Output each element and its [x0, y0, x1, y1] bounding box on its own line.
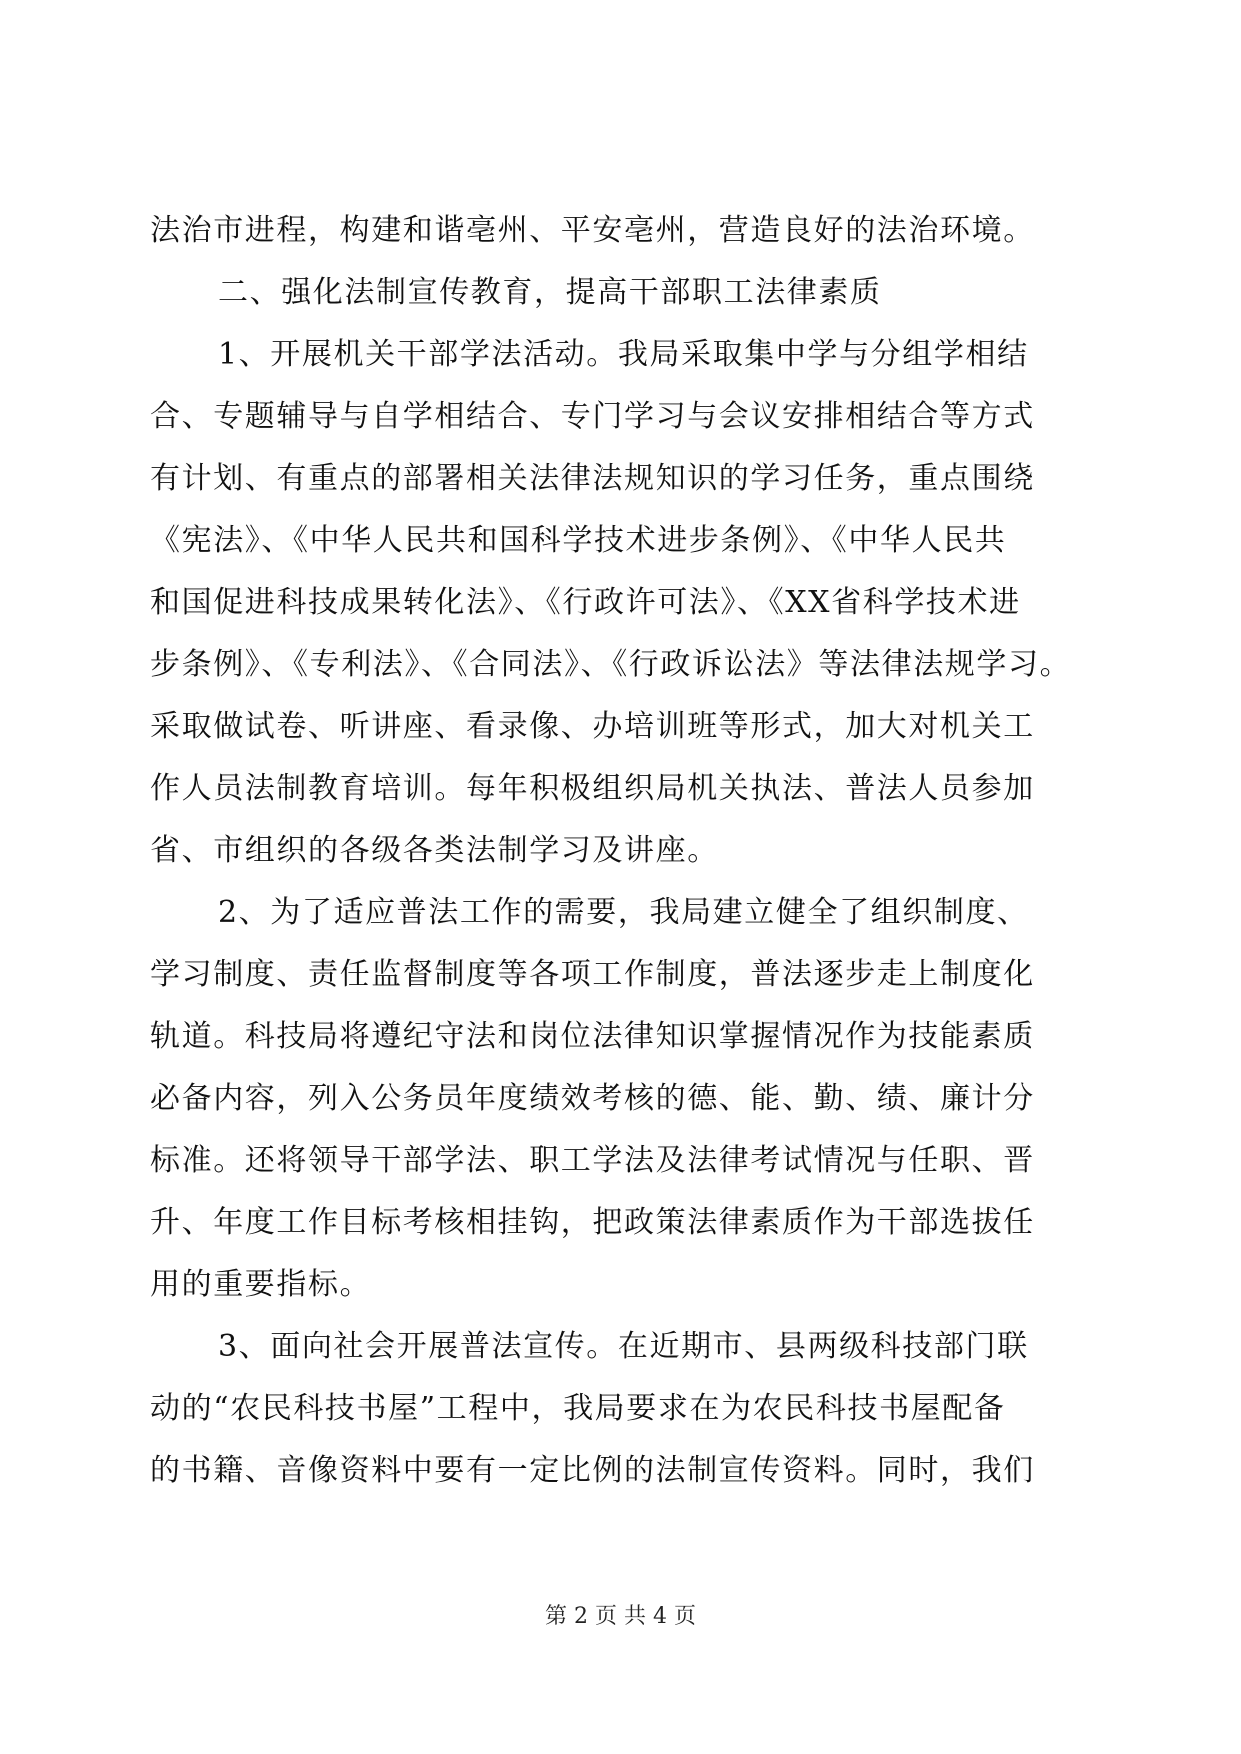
page-number-footer: 第 2 页 共 4 页 [545, 1604, 696, 1629]
text-line: 省、市组织的各级各类法制学习及讲座。 [150, 833, 719, 868]
text-line: 的书籍、音像资料中要有一定比例的法制宣传资料。同时，我们 [150, 1453, 1035, 1488]
text-line: 合、专题辅导与自学相结合、专门学习与会议安排相结合等方式 [150, 399, 1035, 434]
body-text [150, 200, 1095, 1502]
text-line: 标准。还将领导干部学法、职工学法及法律考试情况与任职、晋 [150, 1143, 1035, 1178]
text-line: 用的重要指标。 [150, 1267, 372, 1302]
text-line: 《宪法》、《中华人民共和国科学技术进步条例》、《中华人民共 [150, 523, 1007, 558]
text-line: 和国促进科技成果转化法》、《行政许可法》、《XX省科学技术进 [150, 585, 1021, 620]
text-line: 轨道。科技局将遵纪守法和岗位法律知识掌握情况作为技能素质 [150, 1019, 1035, 1054]
paragraph-start: 3、面向社会开展普法宣传。在近期市、县两级科技部门联 [218, 1329, 1029, 1364]
paragraph-start: 1、开展机关干部学法活动。我局采取集中学与分组学相结 [218, 337, 1029, 372]
text-line: 必备内容，列入公务员年度绩效考核的德、能、勤、绩、廉计分 [150, 1081, 1035, 1116]
text-line: 升、年度工作目标考核相挂钩，把政策法律素质作为干部选拔任 [150, 1205, 1035, 1240]
text-line: 作人员法制教育培训。每年积极组织局机关执法、普法人员参加 [150, 771, 1035, 806]
section-heading: 二、强化法制宣传教育，提高干部职工法律素质 [218, 275, 882, 310]
text-line: 采取做试卷、听讲座、看录像、办培训班等形式，加大对机关工 [150, 709, 1035, 744]
paragraph-start: 2、为了适应普法工作的需要，我局建立健全了组织制度、 [218, 895, 1029, 930]
text-line: 法治市进程，构建和谐亳州、平安亳州，营造良好的法治环境。 [150, 213, 1035, 248]
text-line: 动的“农民科技书屋”工程中，我局要求在为农民科技书屋配备 [150, 1391, 1006, 1426]
text-line: 学习制度、责任监督制度等各项工作制度，普法逐步走上制度化 [150, 957, 1035, 992]
text-line: 步条例》、《专利法》、《合同法》、《行政诉讼法》等法律法规学习。 [150, 647, 1072, 682]
text-line: 有计划、有重点的部署相关法律法规知识的学习任务，重点围绕 [150, 461, 1035, 496]
